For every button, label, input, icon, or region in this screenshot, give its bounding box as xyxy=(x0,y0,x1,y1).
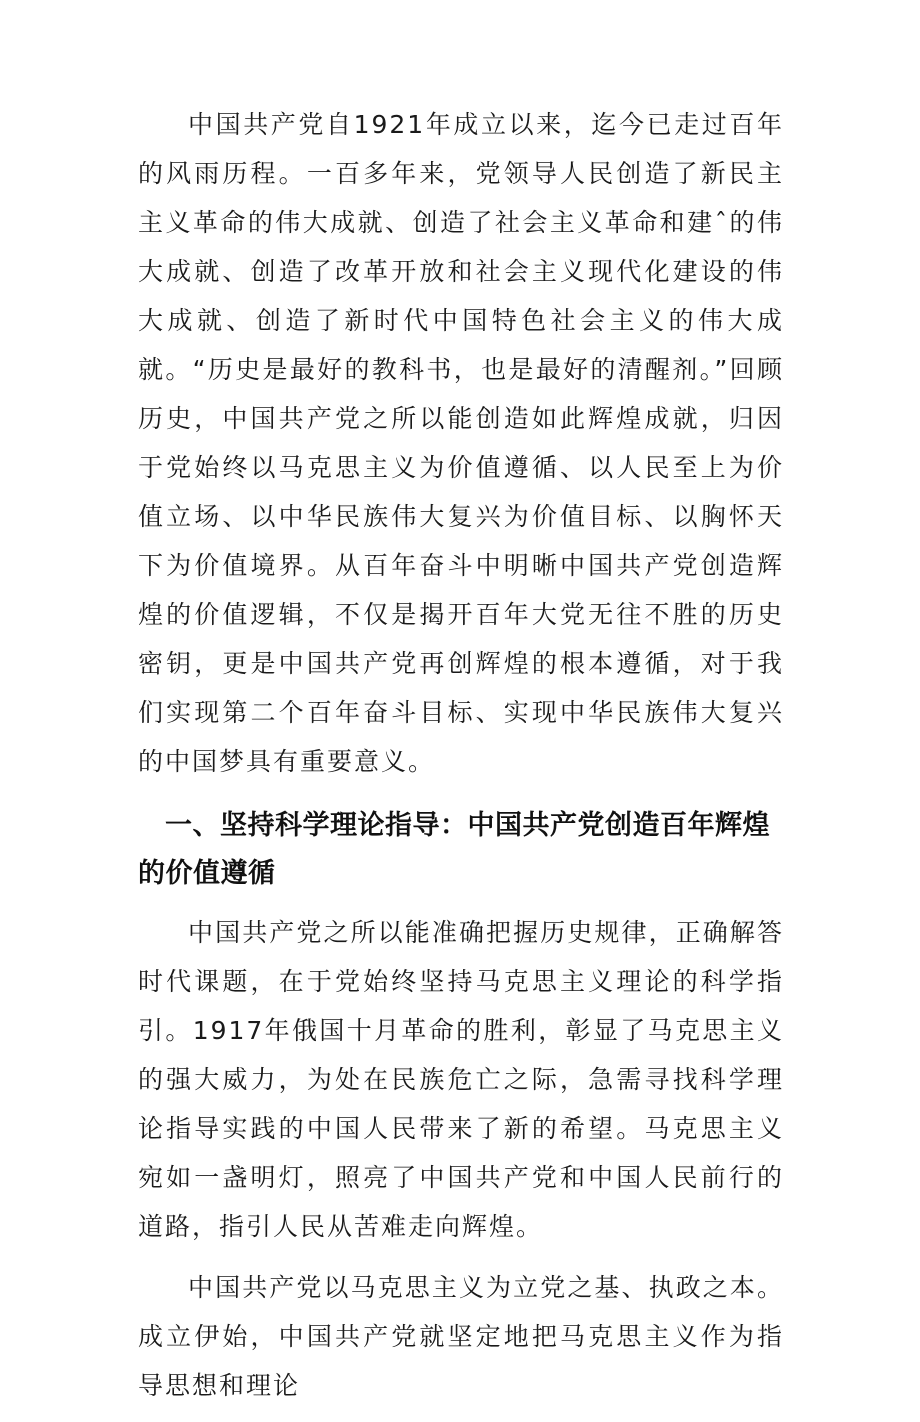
document-page xyxy=(138,100,784,1422)
body-paragraph: 中国共产党以马克思主义为立党之基、执政之本。成立伊始，中国共产党就坚定地把马克思主义作为指导思想和理论 xyxy=(138,1273,784,1400)
section-heading: 一、坚持科学理论指导：中国共产党创造百年辉煌的价值遵循 xyxy=(138,810,770,889)
intro-paragraph: 中国共产党自1921年成立以来，迄今已走过百年的风雨历程。一百多年来，党领导人民创造了新民主主义革命的伟大成就、创造了社会主义革命和建ˆ的伟大成就、创造了改革开放和社会主义现代化建设的伟大成就、创造了新时代中国特色社会主义的伟大成就。“历史是最好的教科书，也是最好的清醒剂。”回顾历史，中国共产党之所以能创造如此辉煌成就，归因于党始终以马克思主义为价值遵循、以人民至上为价值立场、以中华民族伟大复兴为价值目标、以胸怀天下为价值境界。从百年奋斗中明晰中国共产党创造辉煌的价值逻辑，不仅是揭开百年大党无往不胜的历史密钥，更是中国共产党再创辉煌的根本遵循，对于我们实现第二个百年奋斗目标、实现中华民族伟大复兴的中国梦具有重要意义。 xyxy=(138,110,784,776)
body-paragraph: 中国共产党之所以能准确把握历史规律，正确解答时代课题，在于党始终坚持马克思主义理论的科学指引。1917年俄国十月革命的胜利，彰显了马克思主义的强大威力，为处在民族危亡之际，急需寻找科学理论指导实践的中国人民带来了新的希望。马克思主义宛如一盏明灯，照亮了中国共产党和中国人民前行的道路，指引人民从苦难走向辉煌。 xyxy=(138,918,784,1241)
